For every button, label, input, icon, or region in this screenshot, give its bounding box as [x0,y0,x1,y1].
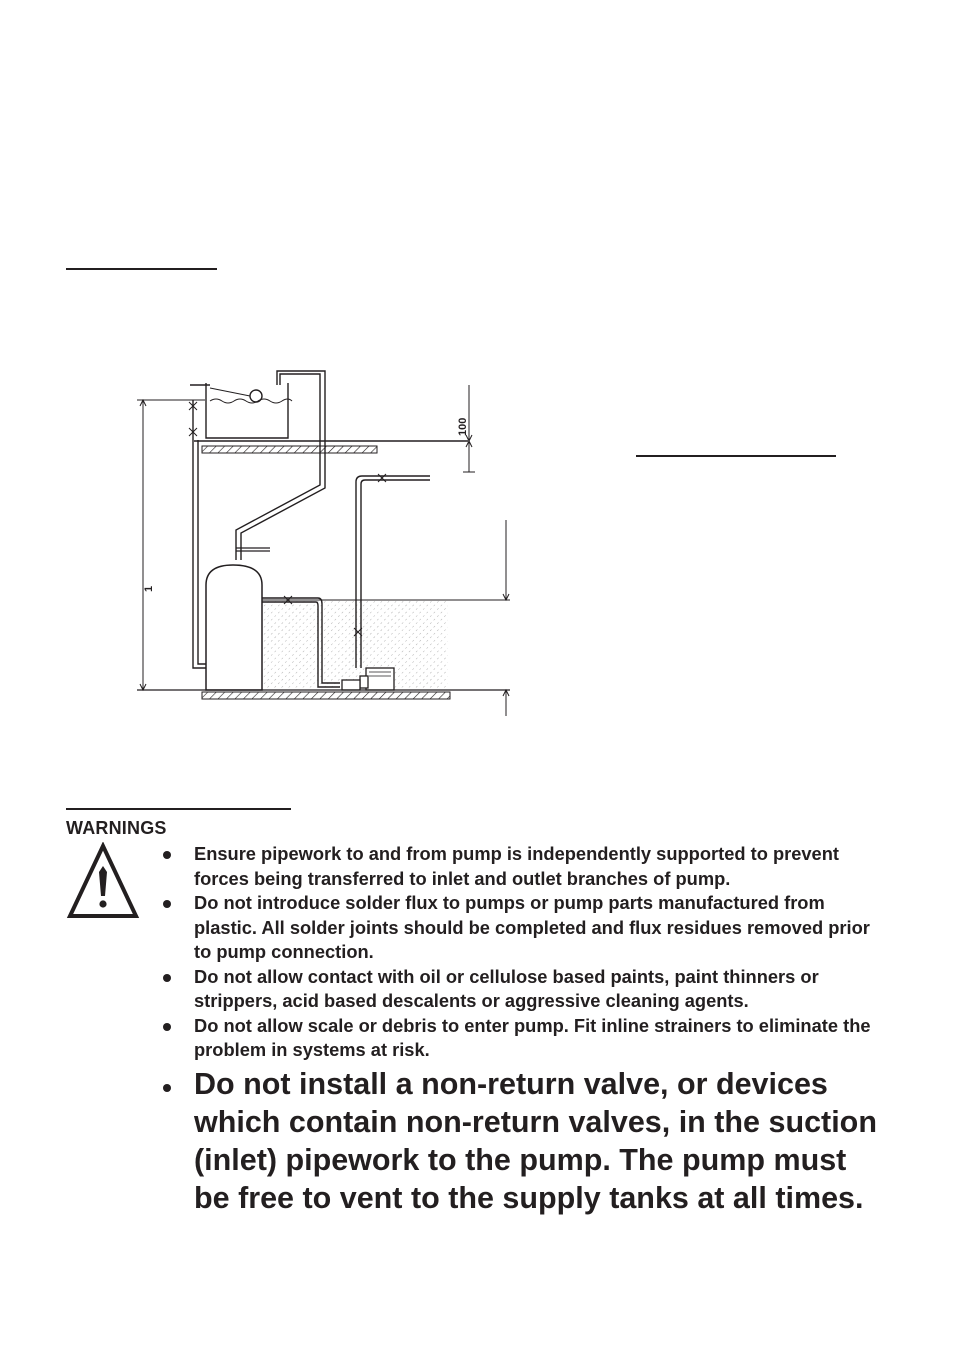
bullet-icon [163,900,171,908]
section-rule-warnings [66,808,291,810]
list-item: Do not allow contact with oil or cellulose based paints, paint thinners or strippers, acid based descalents or aggressive cleaning agents. [160,965,880,1014]
bullet-icon [163,974,171,982]
dimension-100-label: 100 [457,417,469,436]
list-item: Ensure pipework to and from pump is independently supported to prevent forces being transferred to inlet and outlet branches of pump. [160,842,880,891]
cold-feed-pipe [193,400,207,668]
emphasis-warning [160,1062,880,1217]
installation-diagram [0,360,560,730]
list-item: Do not install a non-return valve, or devices which contain non-return valves, in the suction (inlet) pipework to the pump. The pump must be free to vent to the supply tanks at all times. [160,1065,880,1217]
warnings-list [160,842,880,1063]
shaded-area [262,600,448,690]
floor [137,690,510,699]
list-item: Do not allow scale or debris to enter pump. Fit inline strainers to eliminate the problem in systems at risk. [160,1014,880,1063]
bullet-icon [163,1023,171,1031]
storage-cistern [190,383,292,438]
bullet-icon [163,851,171,859]
hot-water-cylinder [206,565,262,690]
warnings-heading: WARNINGS [66,818,167,838]
dimension-1-label: 1 [143,585,155,592]
bullet-icon [163,1084,171,1092]
section-rule-top [66,268,217,270]
section-rule-right [636,455,836,457]
warning-triangle-icon [66,842,140,920]
cistern-platform [194,441,468,453]
list-item: Do not introduce solder flux to pumps or pump parts manufactured from plastic. All solder joints should be completed and flux residues removed prior to pump connection. [160,891,880,965]
